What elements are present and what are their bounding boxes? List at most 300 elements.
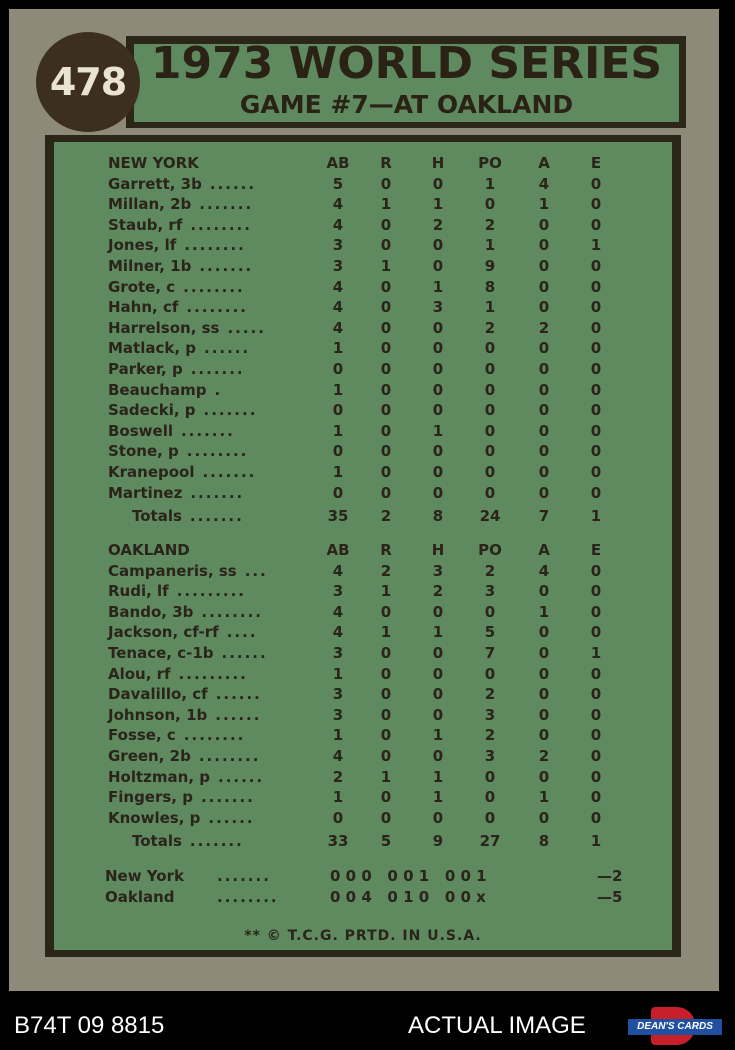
player-name-text: Hahn, cf	[108, 298, 179, 317]
stat-cell: 0	[380, 421, 392, 440]
stat-cell: 0	[538, 236, 550, 255]
player-row	[108, 216, 628, 236]
leader-dots: ......	[218, 767, 265, 786]
leader-dots: .........	[178, 664, 248, 683]
stat-cell: 0	[590, 685, 602, 704]
leader-dots: .......	[199, 195, 254, 214]
stat-cell: 4	[332, 747, 344, 765]
stat-cell: 0	[538, 644, 550, 662]
player-name-text: Rudi, lf	[108, 582, 169, 601]
player-name-text: Sadecki, p	[108, 401, 196, 420]
stat-cell: 0	[538, 401, 550, 420]
player-name	[108, 726, 245, 744]
stat-cell: 0	[590, 602, 602, 621]
stat-cell: 2	[538, 747, 550, 765]
leader-dots: ........	[186, 442, 249, 461]
column-header: AB	[326, 154, 350, 172]
player-row	[108, 747, 628, 767]
stat-cell: 0	[332, 808, 344, 827]
stat-cell: 0	[432, 685, 444, 704]
leader-dots: .......	[189, 832, 244, 851]
stat-cell: 1	[380, 257, 392, 275]
player-row	[108, 442, 628, 462]
stat-cell: 0	[538, 360, 550, 378]
stat-cell: 0	[538, 726, 550, 745]
stat-cell: 0	[380, 726, 392, 745]
player-name-text: Fosse, c	[108, 726, 176, 745]
stat-cell: 3	[484, 747, 496, 765]
player-name-text: Campaneris, ss	[108, 561, 237, 580]
player-name	[108, 603, 263, 621]
stat-cell: 0	[484, 808, 496, 827]
stat-cell: 1	[432, 788, 444, 807]
column-header: R	[380, 541, 392, 559]
stat-cell: 1	[432, 726, 444, 745]
player-row	[108, 726, 628, 746]
stat-cell: 1	[432, 195, 444, 214]
stat-cell: 0	[538, 339, 550, 358]
team-name: OAKLAND	[108, 541, 190, 559]
stat-cell: 0	[538, 298, 550, 317]
player-name	[108, 298, 248, 316]
stat-cell: 2	[484, 726, 496, 745]
player-name	[108, 706, 261, 724]
stat-cell: 0	[332, 401, 344, 420]
player-name	[108, 195, 253, 213]
stat-cell: 0	[590, 360, 602, 378]
player-row	[108, 603, 628, 623]
player-name-text: Knowles, p	[108, 808, 201, 827]
stat-cell: 4	[538, 174, 550, 193]
stat-cell: 0	[538, 582, 550, 601]
column-header: E	[590, 541, 602, 559]
leader-dots: ......	[204, 339, 251, 358]
stat-cell: 4	[538, 561, 550, 580]
player-row	[108, 360, 628, 380]
stat-cell: 35	[327, 507, 349, 526]
stat-cell: 0	[484, 195, 496, 214]
stat-cell: 0	[538, 257, 550, 275]
leader-dots: ......	[208, 808, 255, 827]
column-header: E	[590, 154, 602, 172]
stat-cell: 0	[590, 195, 602, 214]
stat-cell: 0	[538, 705, 550, 724]
stat-cell: 3	[432, 561, 444, 580]
stat-cell: 0	[538, 463, 550, 481]
stat-cell: 1	[332, 463, 344, 481]
stat-cell: 0	[484, 401, 496, 420]
stat-cell: 7	[484, 644, 496, 662]
linescore-team: New York	[105, 867, 184, 885]
player-name	[108, 216, 252, 234]
stat-cell: 33	[327, 832, 349, 851]
stat-cell: 2	[484, 318, 496, 337]
deans-cards-logo	[628, 1007, 722, 1045]
stat-cell: 0	[590, 421, 602, 440]
player-name-text: Kranepool	[108, 463, 195, 481]
stat-cell: 0	[380, 747, 392, 765]
stat-cell: 0	[332, 360, 344, 378]
stat-cell: 1	[432, 277, 444, 296]
player-row	[108, 381, 628, 401]
player-name-text: Green, 2b	[108, 747, 191, 765]
stat-cell: 3	[332, 685, 344, 704]
leader-dots: ........	[198, 747, 261, 765]
player-name	[108, 319, 266, 337]
linescore-team: Oakland	[105, 888, 175, 906]
logo-text: DEAN'S CARDS	[628, 1019, 722, 1035]
linescore-innings: 0 0 0 0 0 1 0 0 1	[330, 867, 487, 885]
leader-dots: ........	[183, 726, 246, 745]
player-name-text: Millan, 2b	[108, 195, 192, 214]
stat-cell: 8	[432, 507, 444, 526]
player-name-text: Alou, rf	[108, 664, 171, 683]
stat-cell: 0	[380, 360, 392, 378]
column-header: H	[431, 154, 445, 172]
player-name-text: Bando, 3b	[108, 602, 194, 621]
player-row	[108, 484, 628, 504]
stat-cell: 1	[538, 602, 550, 621]
stat-cell: 0	[538, 277, 550, 296]
player-name	[108, 644, 268, 662]
stat-cell: 4	[332, 215, 344, 234]
team-name: NEW YORK	[108, 154, 199, 172]
stat-cell: 0	[590, 298, 602, 317]
stat-cell: 1	[332, 726, 344, 745]
linescore-result: —5	[597, 888, 623, 906]
totals-label	[132, 832, 244, 850]
leader-dots: ......	[215, 685, 262, 704]
totals-row	[108, 507, 628, 527]
stat-cell: 2	[380, 507, 392, 526]
linescore-innings: 0 0 4 0 1 0 0 0 x	[330, 888, 486, 906]
stat-cell: 0	[380, 685, 392, 704]
stat-cell: 0	[484, 360, 496, 378]
stat-cell: 0	[538, 685, 550, 704]
stat-cell: 0	[538, 767, 550, 786]
player-row	[108, 319, 628, 339]
stat-cell: 9	[432, 832, 444, 851]
stat-cell: 27	[479, 832, 501, 851]
stat-cell: 0	[432, 463, 444, 481]
stat-cell: 0	[432, 808, 444, 827]
player-row	[108, 401, 628, 421]
leader-dots: ...	[244, 561, 268, 580]
stat-cell: 1	[332, 339, 344, 358]
team-header-row	[108, 154, 628, 174]
player-name	[108, 562, 268, 580]
player-row	[108, 195, 628, 215]
totals-row	[108, 832, 628, 852]
stat-cell: 1	[332, 788, 344, 807]
player-row	[108, 623, 628, 643]
column-header: A	[538, 154, 550, 172]
leader-dots: ........	[190, 215, 252, 234]
stat-cell: 1	[432, 623, 444, 642]
stat-cell: 2	[538, 318, 550, 337]
card-subtitle: GAME #7—AT OAKLAND	[239, 90, 574, 119]
totals-text: Totals	[132, 832, 182, 851]
player-row	[108, 706, 628, 726]
stat-cell: 0	[590, 664, 602, 683]
stat-cell: 0	[484, 602, 496, 621]
player-row	[108, 788, 628, 808]
stat-cell: 0	[380, 483, 392, 502]
stat-cell: 0	[590, 705, 602, 724]
stat-cell: 2	[380, 561, 392, 580]
stat-cell: 0	[380, 602, 392, 621]
stat-cell: 0	[380, 298, 392, 317]
stat-cell: 1	[380, 195, 392, 214]
column-header: A	[538, 541, 550, 559]
stat-cell: 3	[332, 705, 344, 724]
stat-cell: 0	[432, 339, 444, 358]
leader-dots: .......	[190, 483, 245, 502]
player-row	[108, 562, 628, 582]
player-name	[108, 747, 260, 765]
stat-cell: 1	[332, 664, 344, 683]
player-name	[108, 339, 250, 357]
player-name-text: Milner, 1b	[108, 257, 192, 275]
stat-cell: 0	[380, 644, 392, 662]
stat-cell: 3	[484, 582, 496, 601]
player-row	[108, 422, 628, 442]
stat-cell: 3	[484, 705, 496, 724]
player-row	[108, 257, 628, 277]
stat-cell: 0	[432, 401, 444, 420]
stat-cell: 0	[590, 561, 602, 580]
player-row	[108, 236, 628, 256]
stat-cell: 4	[332, 602, 344, 621]
stat-cell: 1	[590, 236, 602, 255]
player-row	[108, 175, 628, 195]
player-name	[108, 442, 248, 460]
stat-cell: 0	[432, 236, 444, 255]
stat-cell: 0	[590, 339, 602, 358]
stat-cell: 0	[590, 767, 602, 786]
stat-cell: 8	[538, 832, 550, 851]
stat-cell: 0	[484, 463, 496, 481]
player-name-text: Jones, lf	[108, 236, 177, 255]
actual-image-label: ACTUAL IMAGE	[408, 1012, 586, 1039]
stat-cell: 0	[590, 257, 602, 275]
totals-text: Totals	[132, 507, 182, 526]
stat-cell: 1	[590, 832, 602, 851]
stat-cell: 2	[484, 215, 496, 234]
leader-dots: .....	[227, 318, 266, 337]
stat-cell: 0	[432, 602, 444, 621]
player-name-text: Boswell	[108, 421, 173, 440]
player-name	[108, 401, 257, 419]
stat-cell: 2	[432, 215, 444, 234]
stat-cell: 1	[590, 644, 602, 662]
leader-dots: ........	[217, 888, 279, 906]
player-name-text: Davalillo, cf	[108, 685, 208, 704]
leader-dots: ......	[215, 705, 262, 724]
linescore-row	[105, 867, 645, 887]
stat-cell: 1	[380, 767, 392, 786]
player-name	[108, 685, 262, 703]
player-row	[108, 809, 628, 829]
stat-cell: 1	[332, 421, 344, 440]
stat-cell: 1	[484, 174, 496, 193]
player-name	[108, 175, 256, 193]
player-name-text: Matlack, p	[108, 339, 197, 358]
stat-cell: 0	[332, 442, 344, 461]
stat-cell: 0	[380, 277, 392, 296]
stat-cell: 0	[590, 582, 602, 601]
stat-cell: 0	[538, 664, 550, 683]
stat-cell: 0	[590, 442, 602, 461]
stat-cell: 0	[380, 215, 392, 234]
stat-cell: 0	[538, 483, 550, 502]
stat-cell: 4	[332, 318, 344, 337]
stat-cell: 0	[380, 339, 392, 358]
player-row	[108, 463, 628, 483]
stat-cell: 0	[538, 623, 550, 642]
linescore-result: —2	[597, 867, 623, 885]
leader-dots: .......	[202, 463, 257, 481]
stat-cell: 0	[432, 747, 444, 765]
stat-cell: 1	[484, 298, 496, 317]
player-name-text: Staub, rf	[108, 215, 183, 234]
stat-cell: 0	[538, 421, 550, 440]
leader-dots: .......	[189, 507, 244, 526]
stat-cell: 0	[590, 463, 602, 481]
stat-cell: 1	[538, 195, 550, 214]
stat-cell: 0	[432, 318, 444, 337]
column-header: AB	[326, 541, 350, 559]
copyright-line: ** © T.C.G. PRTD. IN U.S.A.	[244, 928, 482, 944]
stat-cell: 0	[432, 380, 444, 399]
leader-dots: ......	[221, 644, 268, 662]
stat-cell: 0	[380, 442, 392, 461]
stat-cell: 0	[484, 788, 496, 807]
leader-dots: .......	[200, 788, 255, 807]
player-row	[108, 339, 628, 359]
player-name-text: Parker, p	[108, 360, 183, 378]
linescore-row	[105, 888, 645, 908]
stat-cell: 2	[332, 767, 344, 786]
card-number-badge: 478	[36, 32, 140, 132]
stat-cell: 1	[332, 380, 344, 399]
stat-cell: 0	[538, 380, 550, 399]
stat-cell: 1	[538, 788, 550, 807]
stat-cell: 0	[590, 808, 602, 827]
player-name-text: Tenace, c-1b	[108, 644, 214, 662]
stat-cell: 4	[332, 561, 344, 580]
player-name-text: Beauchamp	[108, 380, 207, 399]
column-header: H	[431, 541, 445, 559]
stat-cell: 0	[432, 360, 444, 378]
stat-cell: 0	[432, 705, 444, 724]
stat-cell: 4	[332, 195, 344, 214]
stat-cell: 3	[332, 236, 344, 255]
player-name	[108, 278, 245, 296]
stat-cell: 0	[590, 726, 602, 745]
player-name-text: Fingers, p	[108, 788, 193, 807]
stat-cell: 0	[484, 421, 496, 440]
stat-cell: 2	[484, 561, 496, 580]
player-row	[108, 768, 628, 788]
player-name-text: Jackson, cf-rf	[108, 623, 219, 642]
stat-cell: 24	[479, 507, 501, 526]
stat-cell: 0	[484, 442, 496, 461]
stat-cell: 0	[484, 483, 496, 502]
player-name	[108, 768, 264, 786]
stat-cell: 0	[538, 442, 550, 461]
column-header: R	[380, 154, 392, 172]
player-row	[108, 644, 628, 664]
player-name-text: Stone, p	[108, 442, 179, 461]
stat-cell: 0	[380, 463, 392, 481]
column-header: PO	[478, 154, 502, 172]
stat-cell: 0	[484, 339, 496, 358]
stat-cell: 0	[380, 318, 392, 337]
stat-cell: 0	[432, 644, 444, 662]
stat-cell: 2	[484, 685, 496, 704]
stat-cell: 0	[380, 401, 392, 420]
stat-cell: 0	[432, 483, 444, 502]
stat-cell: 0	[590, 380, 602, 399]
stat-cell: 0	[380, 705, 392, 724]
leader-dots: ........	[186, 298, 248, 317]
stat-cell: 1	[380, 623, 392, 642]
stat-cell: 1	[590, 507, 602, 526]
stat-cell: 0	[590, 215, 602, 234]
card-title: 1973 WORLD SERIES	[150, 38, 663, 89]
player-name	[108, 809, 255, 827]
leader-dots: ........	[184, 236, 246, 255]
cert-id: B74T 09 8815	[14, 1012, 165, 1039]
stat-cell: 0	[590, 623, 602, 642]
totals-label	[132, 507, 244, 525]
stat-cell: 3	[332, 582, 344, 601]
player-name	[108, 788, 255, 806]
stat-cell: 0	[432, 442, 444, 461]
player-row	[108, 685, 628, 705]
player-row	[108, 278, 628, 298]
player-name-text: Garrett, 3b	[108, 174, 202, 193]
stat-cell: 0	[590, 401, 602, 420]
stat-cell: 0	[590, 483, 602, 502]
player-name	[108, 665, 248, 683]
player-name	[108, 463, 256, 481]
player-name	[108, 623, 258, 641]
stat-cell: 0	[380, 808, 392, 827]
stat-cell: 3	[332, 644, 344, 662]
stat-cell: 3	[432, 298, 444, 317]
stat-cell: 4	[332, 277, 344, 296]
stat-cell: 0	[380, 664, 392, 683]
player-row	[108, 665, 628, 685]
player-name-text: Holtzman, p	[108, 767, 210, 786]
player-name-text: Martinez	[108, 483, 183, 502]
stat-cell: 0	[590, 788, 602, 807]
leader-dots: .........	[176, 582, 246, 601]
stat-cell: 5	[332, 174, 344, 193]
player-name	[108, 582, 246, 600]
leader-dots: ........	[183, 277, 245, 296]
leader-dots: ....	[226, 623, 258, 642]
player-name-text: Grote, c	[108, 277, 176, 296]
stat-cell: 0	[538, 215, 550, 234]
stat-cell: 0	[484, 767, 496, 786]
stat-cell: 0	[590, 174, 602, 193]
stat-cell: 0	[380, 236, 392, 255]
player-row	[108, 582, 628, 602]
leader-dots: ........	[201, 602, 263, 621]
